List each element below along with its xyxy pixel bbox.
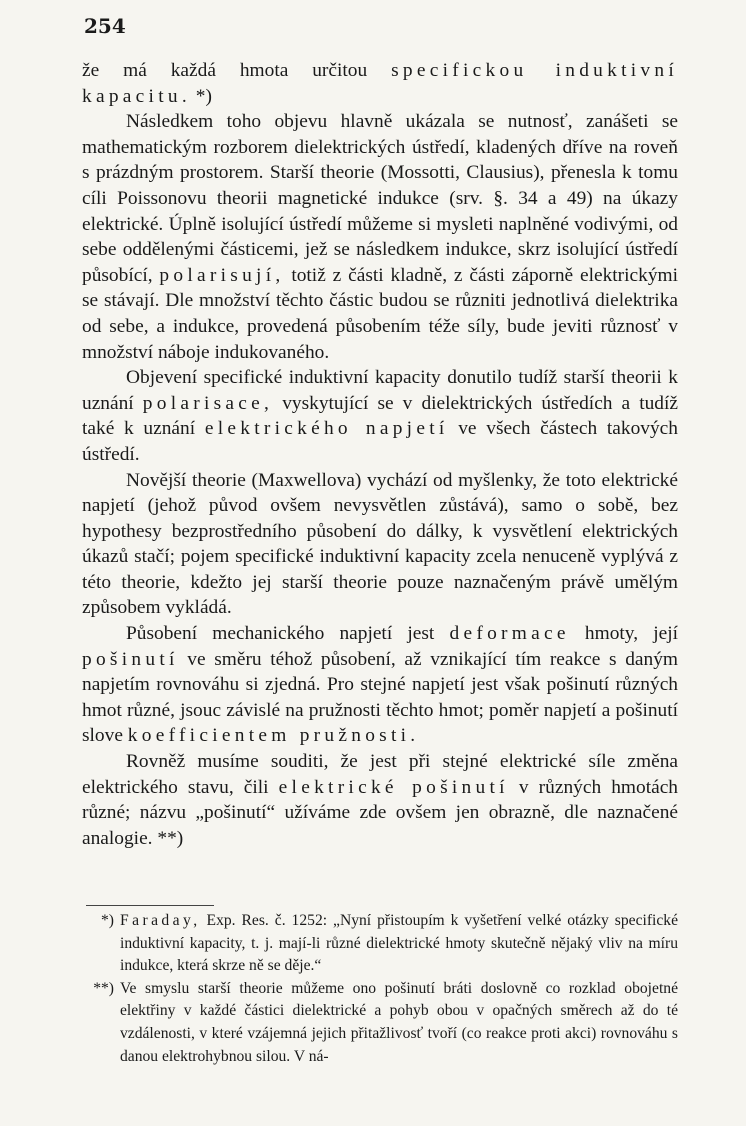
footnote-mark: *) bbox=[101, 912, 114, 929]
text-run: Exp. Res. č. 1252: „Nyní přistoupím k vyšetření velké otázky specifické induktivní kapacity, t. j. mají-li různé dielektrické hmoty skutečně nějaký vliv na míru indukce, která skrze ně se děje.“ bbox=[120, 912, 678, 975]
spaced-emphasis: koefficientem pružnosti. bbox=[127, 725, 420, 747]
text-run: Novější theorie (Maxwellova) vychází od myšlenky, že toto elektrické napjetí (jehož původ ovšem nevysvětlen zůstává), samo o sobě, bez hypothesy bezprostředního působení do dálky, k vysvětlení elektrických úkazů stačí; pojem specifické induktivní kapacity zcela nenuceně vyplývá z této theorie, kdežto jej starší theorie pouze naznačeným právě umělým způsobem vykládá. bbox=[82, 469, 678, 619]
text-run: totiž z části kladně, z části záporně elektrickými se stávají. Dle množství těchto částic budou se různiti jednotlivá dielektrika od sebe, a indukce, provedená působením téže síly, bude jeviti různosť v množství náboje indukovaného. bbox=[82, 264, 678, 363]
spaced-emphasis: Faraday, bbox=[120, 912, 201, 929]
text-run: Působení mechanického napjetí jest bbox=[126, 623, 450, 645]
spaced-emphasis: specifickou induktivní kapacitu. bbox=[82, 60, 679, 107]
spaced-emphasis: elektrického napjetí bbox=[204, 418, 449, 440]
text-run: ve všech částech takových ústředí. bbox=[82, 418, 678, 465]
paragraph bbox=[82, 749, 678, 851]
spaced-emphasis: elektrické pošinutí bbox=[278, 776, 509, 798]
spaced-emphasis: deformace bbox=[449, 623, 570, 645]
spaced-emphasis: polarisují, bbox=[159, 264, 285, 286]
spaced-emphasis: polarisace, bbox=[142, 392, 274, 414]
text-run: *) bbox=[190, 85, 212, 107]
body-text bbox=[82, 58, 678, 851]
text-run: Ve smyslu starší theorie můžeme ono pošinutí bráti doslovně co rozklad obojetné elektřiny v každé částici dielektrické a pohyb obou v opačných směrech až do té vzdálenosti, v které vzájemná jejich přitažlivosť tvoří (co reakce proti akci) rovnováhu s danou elektrohybnou silou. V ná- bbox=[120, 979, 678, 1065]
paragraph bbox=[82, 468, 678, 622]
paragraph bbox=[82, 365, 678, 467]
text-run: v různých hmotách různé; názvu „pošinutí“ užíváme zde ovšem jen obrazně, dle naznačené analogie. **) bbox=[82, 776, 678, 849]
text-run: ve směru téhož působení, až vznikající tím reakce s daným napjetím rovnováhu si zjedná. Pro stejné napjetí jest však pošinutí různých hmot různé, jsouc závislé na pružnosti těchto hmot; poměr napjetí a pošinutí slove bbox=[82, 648, 678, 747]
paragraph bbox=[82, 58, 678, 109]
text-run: vyskytující se v dielektrických ústředích a tudíž také k uznání bbox=[82, 392, 678, 440]
footnotes bbox=[80, 910, 678, 1068]
page-number: 254 bbox=[84, 14, 126, 38]
footnote-mark: **) bbox=[93, 979, 114, 997]
text-run: Následkem toho objevu hlavně ukázala se nutnosť, zanášeti se mathematickým rozborem dielektrických ústředí, kladených dříve na roveň s prázdným prostorem. Starší theorie (Mossotti, Clausius), přenesla k tomu cíli Poissonovu theorii magnetické indukce (srv. §. 34 a 49) na úkazy elektrické. Úplně isolující ústředí můžeme si mysleti naplněné vodivými, od sebe oddělenými částicemi, jež se následkem indukce, skrz isolující ústředí působící, bbox=[82, 111, 678, 286]
paragraph bbox=[82, 621, 678, 749]
paragraph bbox=[82, 109, 678, 365]
text-run: Objevení specifické induktivní kapacity donutilo tudíž starší theorii k uznání bbox=[82, 367, 678, 414]
footnote bbox=[80, 978, 678, 1068]
text-run: že má každá hmota určitou bbox=[82, 60, 392, 81]
text-run: hmoty, její bbox=[569, 623, 679, 645]
text-run: Rovněž musíme souditi, že jest při stejné elektrické síle změna elektrického stavu, čili bbox=[82, 751, 678, 798]
footnote-rule bbox=[86, 905, 214, 906]
footnote bbox=[80, 910, 678, 978]
spaced-emphasis: pošinutí bbox=[82, 648, 179, 670]
